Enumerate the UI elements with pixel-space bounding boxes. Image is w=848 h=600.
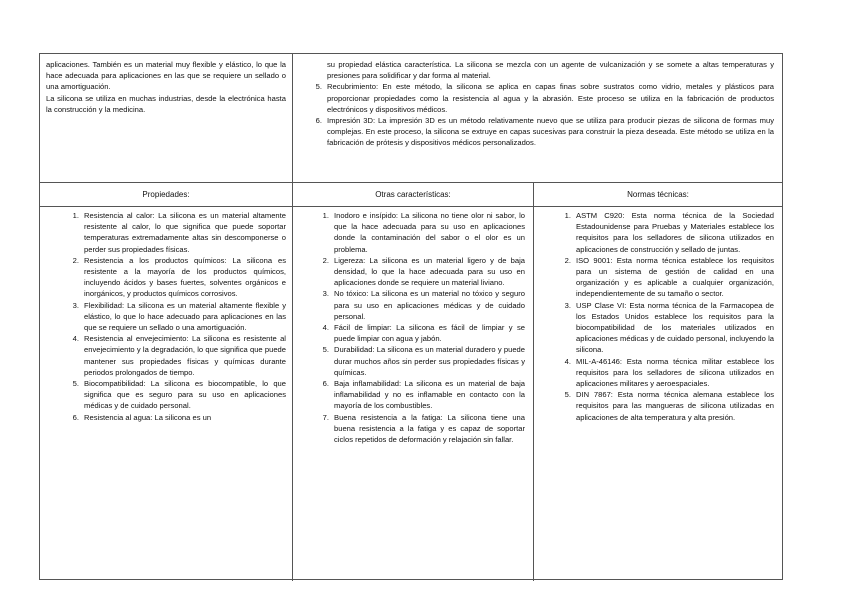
header-propiedades: Propiedades: xyxy=(40,183,293,206)
intro-paragraph: La silicona se utiliza en muchas industrias, desde la electrónica hasta la construcción y la medicina. xyxy=(46,93,286,114)
list-text: Resistencia a los productos químicos: La silicona es resistente a la mayoría de los productos químicos, incluyendo ácidos y bases fuertes, solventes orgánicos e inorgánicos, y productos químicos corrosivos. xyxy=(84,255,286,299)
list-number: 4. xyxy=(322,323,329,333)
list-number: 5. xyxy=(322,345,329,355)
list-item xyxy=(72,210,286,255)
list-number: 3. xyxy=(72,300,79,310)
list-text: Buena resistencia a la fatiga: La silicona tiene una buena resistencia a la fatiga y es capaz de soportar ciclos repetidos de deformación y relajación sin fallar. xyxy=(334,412,525,445)
list-item xyxy=(72,333,286,378)
list-item xyxy=(564,389,774,423)
list-number: 6. xyxy=(322,379,329,389)
list-item xyxy=(72,300,286,334)
list-item xyxy=(322,255,525,289)
list-item xyxy=(564,210,774,255)
normas-cell xyxy=(534,207,782,581)
list-text: Resistencia al envejecimiento: La silicona es resistente al envejecimiento y la degradación, lo que significa que puede mantener sus propiedades físicas y químicas durante periodos prolongados de tiempo. xyxy=(84,334,286,377)
propiedades-cell xyxy=(40,207,293,581)
list-number: 5. xyxy=(72,379,79,389)
list-text: No tóxico: La silicona es un material no tóxico y seguro para su uso en aplicaciones médicas y de cuidado personal. xyxy=(334,289,525,321)
list-number: 3. xyxy=(322,289,329,299)
list-item xyxy=(72,378,286,412)
list-text: Resistencia al calor: La silicona es un material altamente resistente al calor, lo que significa que puede soportar temperaturas extremadamente altas sin descomponerse o perder sus propiedades físicas. xyxy=(84,211,286,254)
document-table xyxy=(39,53,783,580)
table-header-row xyxy=(40,183,782,207)
table-row-intro xyxy=(40,54,782,183)
list-item xyxy=(72,255,286,300)
intro-cell xyxy=(40,54,293,182)
list-item xyxy=(322,378,525,412)
list-item xyxy=(564,356,774,390)
otras-cell xyxy=(293,207,534,581)
list-item xyxy=(72,412,286,423)
list-text: Durabilidad: La silicona es un material duradero y puede durar muchos años sin perder sus propiedades físicas y químicas. xyxy=(334,345,525,377)
methods-continuation: su propiedad elástica característica. La silicona se mezcla con un agente de vulcanización y se somete a altas temperaturas y presiones para solidificar y dar forma al material. xyxy=(327,60,774,81)
list-number: 1. xyxy=(322,211,329,220)
list-number: 4. xyxy=(72,334,79,344)
list-number: 6. xyxy=(72,412,79,422)
header-otras-caracteristicas: Otras características: xyxy=(293,183,534,206)
list-text: ISO 9001: Esta norma técnica establece los requisitos para un sistema de gestión de calidad en una organización y es aplicable a cualquier organización, independientemente de su tamaño o sector. xyxy=(576,255,774,299)
list-text: Ligereza: La silicona es un material ligero y de baja densidad, lo que la hace adecuada para su uso en aplicaciones donde se requiere un material liviano. xyxy=(334,255,525,288)
list-item xyxy=(322,412,525,446)
list-text: Resistencia al agua: La silicona es un xyxy=(84,412,212,422)
list-number: 1. xyxy=(564,211,571,220)
list-text: Fácil de limpiar: La silicona es fácil de limpiar y se puede limpiar con agua y jabón. xyxy=(334,323,525,344)
list-text: ASTM C920: Esta norma técnica de la Sociedad Estadounidense para Pruebas y Materiales establece los requisitos para los selladores de silicona utilizados en aplicaciones de construcción y sellado de juntas. xyxy=(576,211,774,254)
method-text: Recubrimiento: En este método, la silicona se aplica en capas finas sobre sustratos como vidrio, metales y plásticos para proporcionar propiedades como la resistencia al agua y la abrasión. Este proceso se utiliza en la fabricación de productos electrónicos y dispositivos médicos. xyxy=(327,82,774,114)
list-item xyxy=(564,255,774,300)
list-text: DIN 7867: Esta norma técnica alemana establece los requisitos para las mangueras de silicona utilizadas en aplicaciones de alta temperatura y alta presión. xyxy=(576,390,774,422)
list-number: 5. xyxy=(564,390,571,400)
list-text: MIL-A-46146: Esta norma técnica militar establece los requisitos para los selladores de silicona utilizados en aplicaciones militares y aeroespaciales. xyxy=(576,356,774,389)
list-number: 6. xyxy=(315,116,322,126)
list-number: 4. xyxy=(564,356,571,366)
list-item xyxy=(322,288,525,322)
list-text: Baja inflamabilidad: La silicona es un material de baja inflamabilidad y no es inflamable en contacto con la mayoría de los combustibles. xyxy=(334,379,525,411)
method-item xyxy=(315,81,774,115)
header-normas-tecnicas: Normas técnicas: xyxy=(627,190,689,199)
list-item xyxy=(322,210,525,255)
list-number: 3. xyxy=(564,300,571,310)
list-number: 1. xyxy=(72,211,79,220)
table-row-content xyxy=(40,207,782,581)
methods-cell xyxy=(293,54,782,182)
list-text: Flexibilidad: La silicona es un material altamente flexible y elástico, lo que lo hace adecuado para aplicaciones en las que se requiere un sellado o una amortiguación. xyxy=(84,300,286,333)
list-number: 2. xyxy=(564,255,571,265)
list-number: 2. xyxy=(322,255,329,265)
list-text: Biocompatibilidad: La silicona es biocompatible, lo que significa que es seguro para su uso en aplicaciones médicas y de cuidado personal. xyxy=(84,379,286,411)
list-item xyxy=(564,300,774,356)
list-item xyxy=(322,322,525,344)
method-text: Impresión 3D: La impresión 3D es un método relativamente nuevo que se utiliza para producir piezas de silicona de formas muy complejas. En este proceso, la silicona se extruye en capas sucesivas para construir la pieza deseada. Este método se utiliza en la fabricación de prótesis y dispositivos médicos personalizados. xyxy=(327,116,774,148)
list-number: 7. xyxy=(322,412,329,422)
intro-paragraph: aplicaciones. También es un material muy flexible y elástico, lo que la hace adecuada para aplicaciones en las que se requiere un sellado o una amortiguación. xyxy=(46,60,286,92)
list-text: Inodoro e insípido: La silicona no tiene olor ni sabor, lo que la hace adecuada para su uso en aplicaciones donde la contaminación del sabor o el olor es un problema. xyxy=(334,211,525,254)
list-number: 5. xyxy=(315,82,322,92)
list-number: 2. xyxy=(72,255,79,265)
list-text: USP Clase VI: Esta norma técnica de la Farmacopea de los Estados Unidos establece los requisitos para la biocompatibilidad de los materiales utilizados en aplicaciones médicas y de cuidado personal, incluyendo la silicona. xyxy=(576,300,774,355)
method-item xyxy=(315,115,774,149)
list-item xyxy=(322,344,525,378)
